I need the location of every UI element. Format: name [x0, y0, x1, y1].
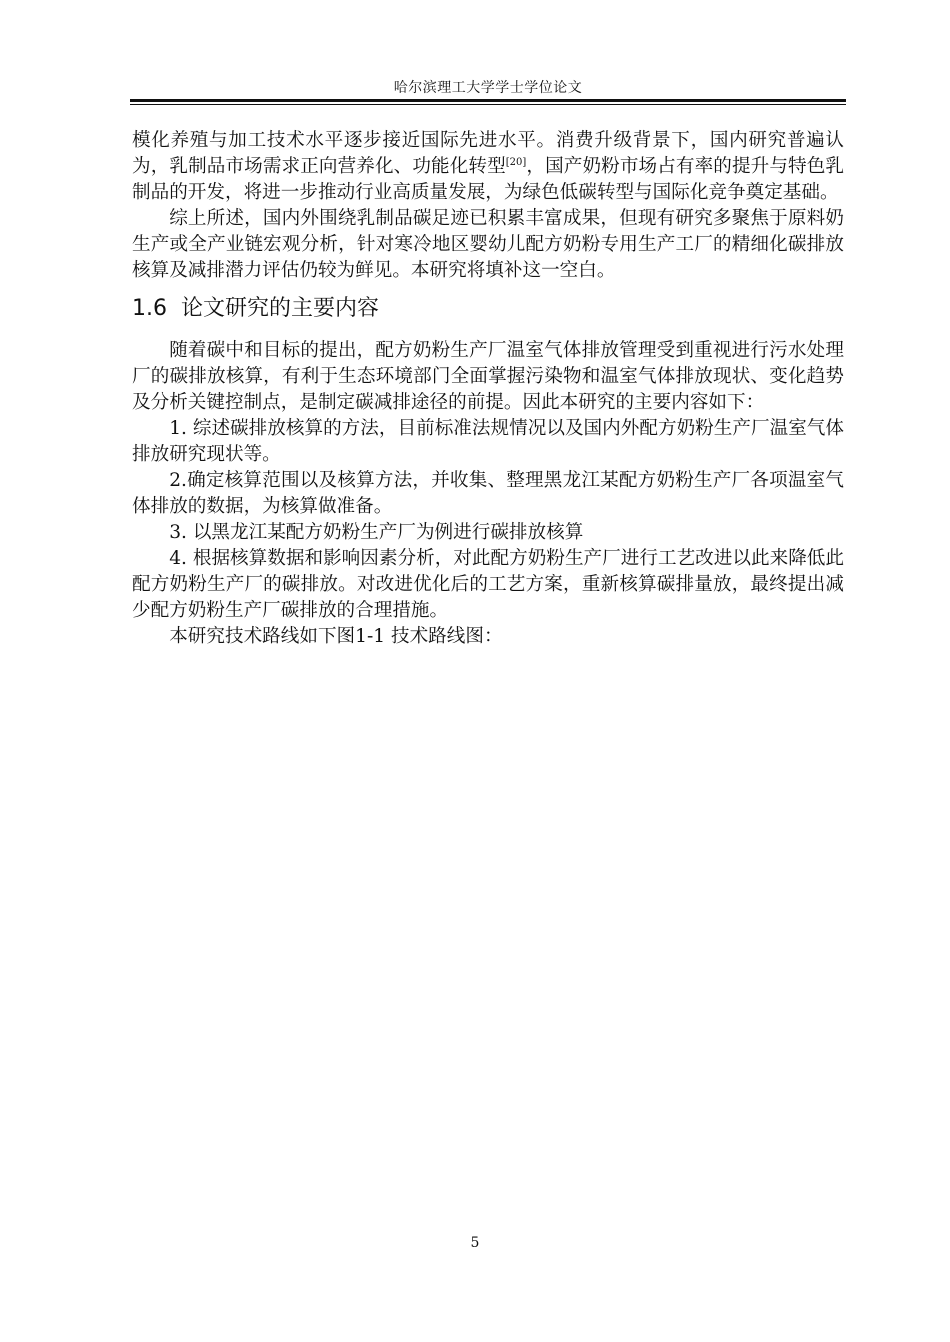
list-item-2: 2.确定核算范围以及核算方法，并收集、整理黑龙江某配方奶粉生产厂各项温室气体排放的数据，为核算做准备。	[132, 470, 844, 517]
page-number: 5	[470, 1235, 480, 1251]
paragraph-consumption-upgrade	[132, 128, 844, 206]
paragraph-research-background: 随着碳中和目标的提出，配方奶粉生产厂温室气体排放管理受到重视进行污水处理厂的碳排放核算，有利于生态环境部门全面掌握污染物和温室气体排放现状、变化趋势及分析关键控制点，是制定碳减排途径的前提。因此本研究的主要内容如下：	[132, 340, 844, 413]
citation-reference: [20]	[505, 157, 527, 168]
list-item-1: 1. 综述碳排放核算的方法，目前标准法规情况以及国内外配方奶粉生产厂温室气体排放研究现状等。	[132, 418, 844, 465]
header-rule-thick	[130, 99, 846, 102]
paragraph-technical-route: 本研究技术路线如下图1-1 技术路线图：	[169, 626, 503, 647]
page-body	[132, 128, 844, 650]
list-item-3: 3. 以黑龙江某配方奶粉生产厂为例进行碳排放核算	[169, 522, 584, 543]
section-number: 1.6	[132, 296, 167, 321]
paragraph-text: 模化养殖与加工技术水平逐步接近国际先进水平。消费升级背景下，国内研究普遍认为，乳制品市场需求正向营养化、功能化转型	[132, 130, 844, 177]
section-heading	[132, 292, 844, 326]
paragraph-summary: 综上所述，国内外围绕乳制品碳足迹已积累丰富成果，但现有研究多聚焦于原料奶生产或全产业链宏观分析，针对寒冷地区婴幼儿配方奶粉专用生产工厂的精细化碳排放核算及减排潜力评估仍较为鲜见。本研究将填补这一空白。	[132, 208, 844, 281]
running-header-title: 哈尔滨理工大学学士学位论文	[393, 80, 583, 96]
paragraph-text: ，国产奶粉市场占有率的提升与特色乳制品的开发，将进一步推动行业高质量发展，为绿色低碳转型与国际化竞争奠定基础。	[132, 156, 844, 203]
section-title: 论文研究的主要内容	[181, 296, 380, 321]
header-rule-thin	[130, 104, 846, 105]
list-item-4: 4. 根据核算数据和影响因素分析，对此配方奶粉生产厂进行工艺改进以此来降低此配方奶粉生产厂的碳排放。对改进优化后的工艺方案，重新核算碳排量放，最终提出减少配方奶粉生产厂碳排放的合理措施。	[132, 548, 844, 621]
